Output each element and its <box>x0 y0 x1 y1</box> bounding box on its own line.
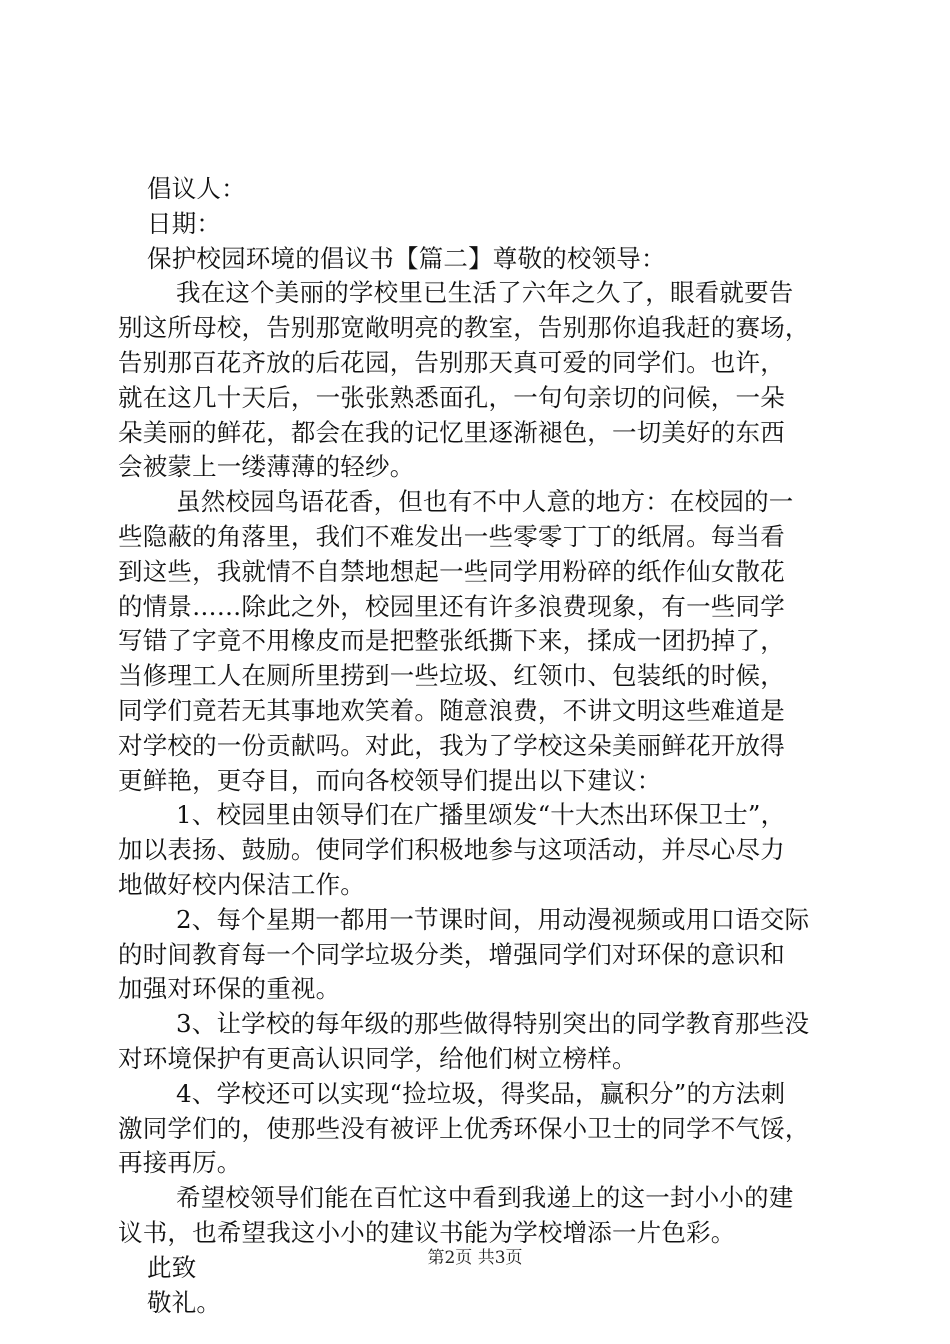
text-line: 再接再厉。 <box>118 1148 242 1178</box>
text-line: 些隐蔽的角落里，我们不难发出一些零零丁丁的纸屑。每当看 <box>118 521 785 551</box>
text-line: 4、学校还可以实现“捡垃圾，得奖品，赢积分”的方法刺 <box>176 1078 786 1108</box>
document-body <box>118 172 838 1320</box>
text-line: 会被蒙上一缕薄薄的轻纱。 <box>118 452 415 482</box>
text-line: 同学们竟若无其事地欢笑着。随意浪费，不讲文明这些难道是 <box>118 695 785 725</box>
text-line: 此致 <box>147 1252 197 1282</box>
text-line: 到这些，我就情不自禁地想起一些同学用粉碎的纸作仙女散花 <box>118 556 785 586</box>
text-line: 就在这几十天后，一张张熟悉面孔，一句句亲切的问候，一朵 <box>118 382 785 412</box>
text-line: 的时间教育每一个同学垃圾分类，增强同学们对环保的意识和 <box>118 939 785 969</box>
text-line: 希望校领导们能在百忙这中看到我递上的这一封小小的建 <box>176 1183 794 1213</box>
text-line: 地做好校内保洁工作。 <box>118 869 365 899</box>
text-line: 对环境保护有更高认识同学，给他们树立榜样。 <box>118 1043 637 1073</box>
text-line: 虽然校园鸟语花香，但也有不中人意的地方：在校园的一 <box>176 487 794 517</box>
page-footer: 第2页 共3页 <box>427 1248 523 1268</box>
text-line: 更鲜艳，更夺目，而向各校领导们提出以下建议： <box>118 765 662 795</box>
text-line: 对学校的一份贡献吗。对此，我为了学校这朵美丽鲜花开放得 <box>118 730 785 760</box>
text-line: 加以表扬、鼓励。使同学们积极地参与这项活动，并尽心尽力 <box>118 835 785 865</box>
text-line: 保护校园环境的倡议书【篇二】尊敬的校领导： <box>147 243 666 273</box>
text-line: 当修理工人在厕所里捞到一些垃圾、红领巾、包装纸的时候， <box>118 661 785 691</box>
text-line: 议书，也希望我这小小的建议书能为学校增添一片色彩。 <box>118 1217 736 1247</box>
text-line: 加强对环保的重视。 <box>118 974 341 1004</box>
text-line: 别这所母校，告别那宽敞明亮的教室，告别那你追我赶的赛场， <box>118 313 810 343</box>
text-line: 2、每个星期一都用一节课时间，用动漫视频或用口语交际 <box>176 904 810 934</box>
text-line: 告别那百花齐放的后花园，告别那天真可爱的同学们。也许， <box>118 347 785 377</box>
text-line: 的情景……除此之外，校园里还有许多浪费现象，有一些同学 <box>118 591 785 621</box>
text-line: 激同学们的，使那些没有被评上优秀环保小卫士的同学不气馁， <box>118 1113 810 1143</box>
text-line: 朵美丽的鲜花，都会在我的记忆里逐渐褪色，一切美好的东西 <box>118 417 785 447</box>
text-line: 日期： <box>147 208 222 238</box>
text-line: 3、让学校的每年级的那些做得特别突出的同学教育那些没 <box>176 1009 810 1039</box>
text-line: 敬礼。 <box>147 1287 222 1317</box>
text-line: 写错了字竟不用橡皮而是把整张纸撕下来，揉成一团扔掉了， <box>118 626 785 656</box>
text-line: 倡议人： <box>147 174 246 203</box>
text-line: 我在这个美丽的学校里已生活了六年之久了，眼看就要告 <box>176 278 794 308</box>
text-line: 1、校园里由领导们在广播里颂发“十大杰出环保卫士”， <box>176 800 786 830</box>
